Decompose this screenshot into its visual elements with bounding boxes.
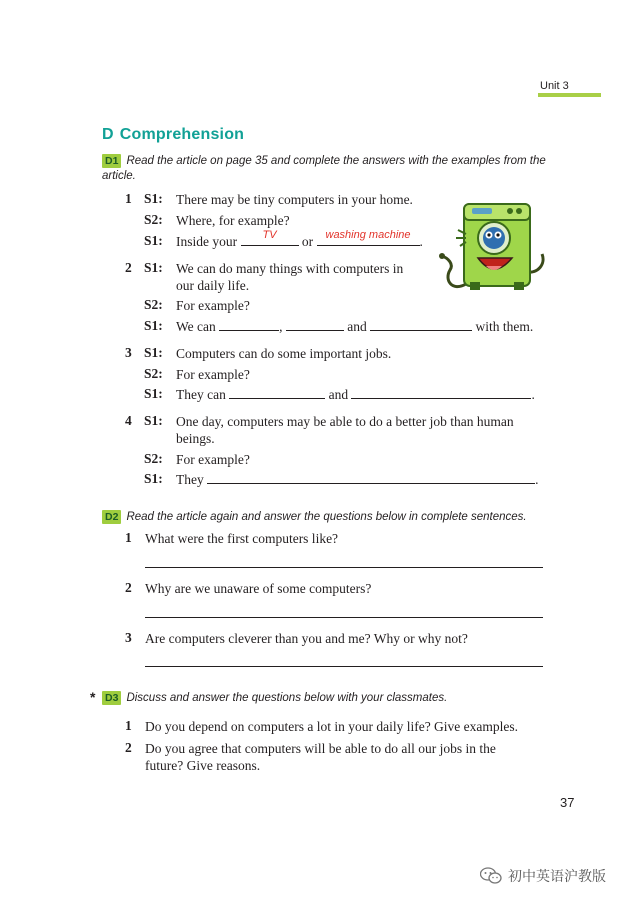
d1-q1-blank-1[interactable] [241,229,299,246]
d2-q3-text: Are computers cleverer than you and me? Why or why not? [145,631,468,646]
d2-q1-answer-line[interactable] [145,567,543,568]
d1-q4-speaker-3: S1: [144,471,163,486]
d1-q2-blank-1[interactable] [219,319,279,331]
wechat-icon [480,867,502,885]
d1-q1-line-1: There may be tiny computers in your home. [176,192,413,207]
d1-q4-period: . [535,472,539,487]
d1-q4-line-1b: beings. [176,431,215,446]
d1-q3-line3-prefix: They can [176,387,226,402]
d1-q4-line-1a: One day, computers may be able to do a better job than human [176,414,514,429]
d1-q2-line-2: For example? [176,298,250,313]
d3-instruction [102,691,572,706]
d2-instruction-text: Read the article again and answer the questions below in complete sentences. [126,511,527,523]
d2-q2-number: 2 [125,580,132,595]
page-number: 37 [560,795,575,810]
d1-q1-answer-1: TV [262,229,277,241]
d1-q4-number: 4 [125,413,132,428]
d1-q2-line-3 [176,318,533,335]
d2-q1-number: 1 [125,530,132,545]
d1-q2-and: and [347,319,367,334]
d1-q4-blank-1[interactable] [207,472,535,484]
d1-q1-speaker-1: S1: [144,191,163,206]
d1-q2-speaker-1: S1: [144,260,163,275]
unit-bar [538,93,601,97]
d1-q1-line-2: Where, for example? [176,213,290,228]
section-title [102,126,244,144]
d1-q2-line-1a: We can do many things with computers in [176,261,404,276]
d1-q1-number: 1 [125,191,132,206]
d1-q2-number: 2 [125,260,132,275]
d1-instruction [102,154,572,184]
d3-instruction-text: Discuss and answer the questions below with your classmates. [126,692,448,704]
d1-q2-speaker-2: S2: [144,297,163,312]
d1-q1-speaker-2: S2: [144,212,163,227]
d3-q1-number: 1 [125,718,132,733]
d1-q4-speaker-2: S2: [144,451,163,466]
d2-q3-answer-line[interactable] [145,666,543,667]
d1-q3-blank-2[interactable] [351,387,531,399]
d3-q2-text-1: Do you agree that computers will be able to do all our jobs in the [145,741,496,756]
d1-q3-and: and [328,387,349,402]
d3-q2-number: 2 [125,740,132,755]
d1-instruction-line2: article. [102,170,136,182]
d1-q3-line-1: Computers can do some important jobs. [176,346,392,361]
d2-q2-text: Why are we unaware of some computers? [145,581,372,596]
d2-q3-number: 3 [125,630,132,645]
d1-q3-line-2: For example? [176,367,250,382]
d1-q4-line-3 [176,471,539,488]
d1-q2-line3-prefix: We can [176,319,216,334]
d1-q3-blank-1[interactable] [229,387,325,399]
d1-q2-line-1b: our daily life. [176,278,250,293]
d1-q3-speaker-1: S1: [144,345,163,360]
d1-q1-line-3 [176,229,423,250]
d1-instruction-line1: Read the article on page 35 and complete the answers with the examples from the [126,155,546,167]
section-letter: D [102,126,114,143]
d1-q1-answer-2: washing machine [325,229,411,241]
d1-q3-speaker-2: S2: [144,366,163,381]
d1-q2-speaker-3: S1: [144,318,163,333]
watermark [480,866,606,886]
d2-q2-answer-line[interactable] [145,617,543,618]
d2-q1-text: What were the first computers like? [145,531,339,546]
d1-q1-or: or [301,234,314,249]
d1-q3-period: . [531,387,535,402]
d3-star-icon: * [90,689,96,705]
d1-q4-speaker-1: S1: [144,413,163,428]
d1-badge: D1 [102,154,121,168]
unit-label: Unit 3 [540,80,569,92]
d1-q1-speaker-3: S1: [144,233,163,248]
d2-badge: D2 [102,510,121,524]
d3-badge: D3 [102,691,121,705]
d1-q3-speaker-3: S1: [144,386,163,401]
d1-q3-number: 3 [125,345,132,360]
d3-q2-text-2: future? Give reasons. [145,758,261,773]
d1-q2-suffix: with them. [475,319,534,334]
d1-q2-comma: , [279,319,283,334]
section-name: Comprehension [119,126,245,143]
d1-q1-blank-2[interactable] [317,229,420,246]
d1-q2-blank-2[interactable] [286,319,344,331]
d1-q1-line3-prefix: Inside your [176,234,238,249]
washing-machine-cartoon-icon [438,194,550,298]
d1-q1-period: . [419,234,423,249]
d3-q1-text: Do you depend on computers a lot in your daily life? Give examples. [145,719,519,734]
d1-q2-blank-3[interactable] [370,319,472,331]
d1-q3-line-3 [176,386,535,403]
d1-q4-line3-prefix: They [176,472,204,487]
d2-instruction [102,510,572,525]
d1-q4-line-2: For example? [176,452,250,467]
watermark-text: 初中英语沪教版 [508,869,606,885]
